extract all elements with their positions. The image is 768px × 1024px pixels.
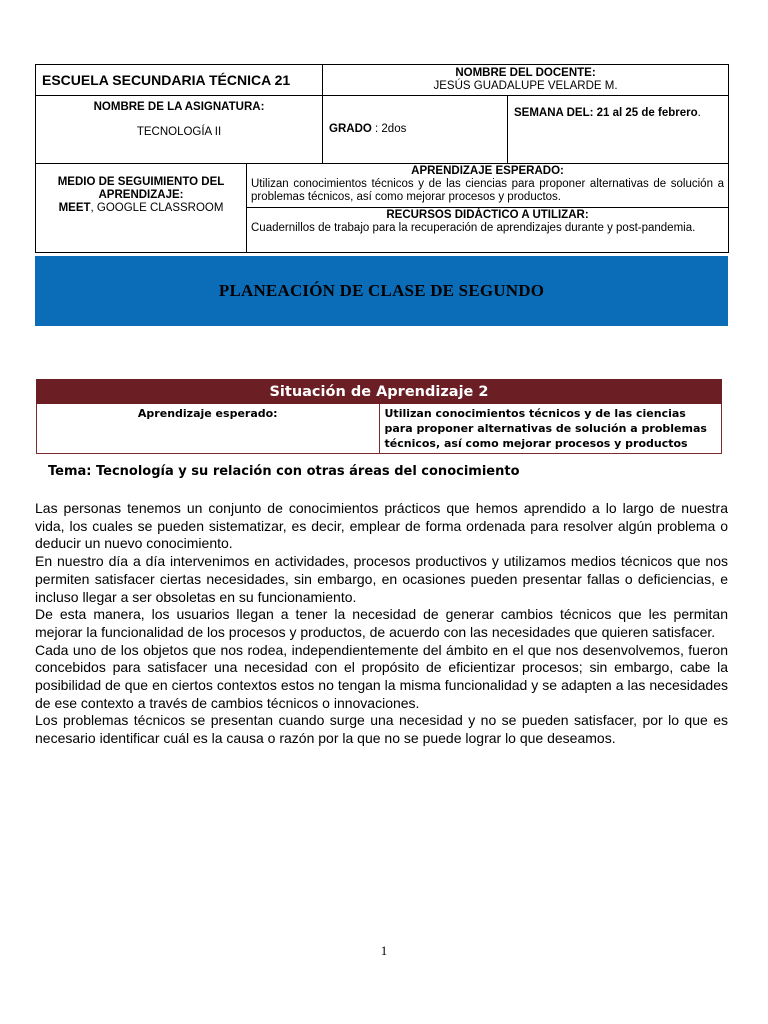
week-label: SEMANA DEL: 21 al 25 de febrero <box>514 107 698 119</box>
week-suffix: . <box>697 107 701 119</box>
page-number: 1 <box>380 943 388 958</box>
teacher-label: NOMBRE DEL DOCENTE: <box>455 67 596 79</box>
expected-cell <box>247 164 729 208</box>
week-cell <box>508 96 729 164</box>
resources-value: Cuadernillos de trabajo para la recuperación de aprendizajes durante y post-pandemia. <box>251 222 696 234</box>
tracking-cell <box>36 164 247 253</box>
grade-label: GRADO <box>329 123 372 135</box>
teacher-cell <box>323 65 729 96</box>
topic-heading: Tema: Tecnología y su relación con otras áreas del conocimiento <box>48 464 520 479</box>
subject-label: NOMBRE DE LA ASIGNATURA: <box>93 101 265 113</box>
resources-label: RECURSOS DIDÁCTICO A UTILIZAR: <box>386 209 589 221</box>
grade-value: : 2dos <box>371 123 407 135</box>
resources-cell <box>247 208 729 253</box>
situation-right-text: Utilizan conocimientos técnicos y de las ciencias para proponer alternativas de solución a problemas técnicos, así como mejorar procesos y productos <box>379 404 722 454</box>
expected-value: Utilizan conocimientos técnicos y de las ciencias para proponer alternativas de solución a problemas técnicos, así como mejorar procesos y productos. <box>251 178 725 203</box>
header-table <box>35 64 729 253</box>
tracking-label: MEDIO DE SEGUIMIENTO DEL APRENDIZAJE: <box>57 176 225 201</box>
situation-table <box>36 379 722 454</box>
situation-left-label: Aprendizaje esperado: <box>37 404 380 454</box>
expected-label: APRENDIZAJE ESPERADO: <box>411 165 564 177</box>
school-name: ESCUELA SECUNDARIA TÉCNICA 21 <box>36 65 323 96</box>
situation-title: Situación de Aprendizaje 2 <box>37 380 722 404</box>
lesson-plan-banner: PLANEACIÓN DE CLASE DE SEGUNDO <box>35 256 728 326</box>
body-text <box>35 500 728 748</box>
subject-cell <box>36 96 323 164</box>
paragraph: En nuestro día a día intervenimos en actividades, procesos productivos y utilizamos medios técnicos que nos permiten satisfacer ciertas necesidades, sin embargo, en ocasiones pueden presentar fallas o deficiencias, e incluso llegar a ser obsoletas en su funcionamiento. <box>35 553 728 605</box>
paragraph: De esta manera, los usuarios llegan a tener la necesidad de generar cambios técnicos que les permitan mejorar la funcionalidad de los procesos y productos, de acuerdo con las necesidades que quieren satisfacer. <box>35 606 728 640</box>
tracking-value: MEET, GOOGLE CLASSROOM <box>58 202 224 214</box>
paragraph: Los problemas técnicos se presentan cuando surge una necesidad y no se pueden satisfacer, por lo que es necesario identificar cuál es la causa o razón por la que no se puede lograr lo que deseamos. <box>35 712 728 747</box>
teacher-name: JESÚS GUADALUPE VELARDE M. <box>433 80 618 92</box>
subject-value: TECNOLOGÍA II <box>136 126 222 138</box>
paragraph: Las personas tenemos un conjunto de conocimientos prácticos que hemos aprendido a lo largo de nuestra vida, los cuales se pueden sistematizar, es decir, emplear de forma ordenada para resolver algún problema o deducir un nuevo conocimiento. <box>35 500 728 552</box>
grade-cell <box>323 96 508 164</box>
paragraph: Cada uno de los objetos que nos rodea, independientemente del ámbito en el que nos desenvolvemos, fueron concebidos para satisfacer una necesidad con el propósito de eficientizar procesos; sin embargo, cabe la posibilidad de que en ciertos contextos estos no tengan la misma funcionalidad y se adapten a las necesidades de ese contexto a través de cambios técnicos o innovaciones. <box>35 641 728 711</box>
